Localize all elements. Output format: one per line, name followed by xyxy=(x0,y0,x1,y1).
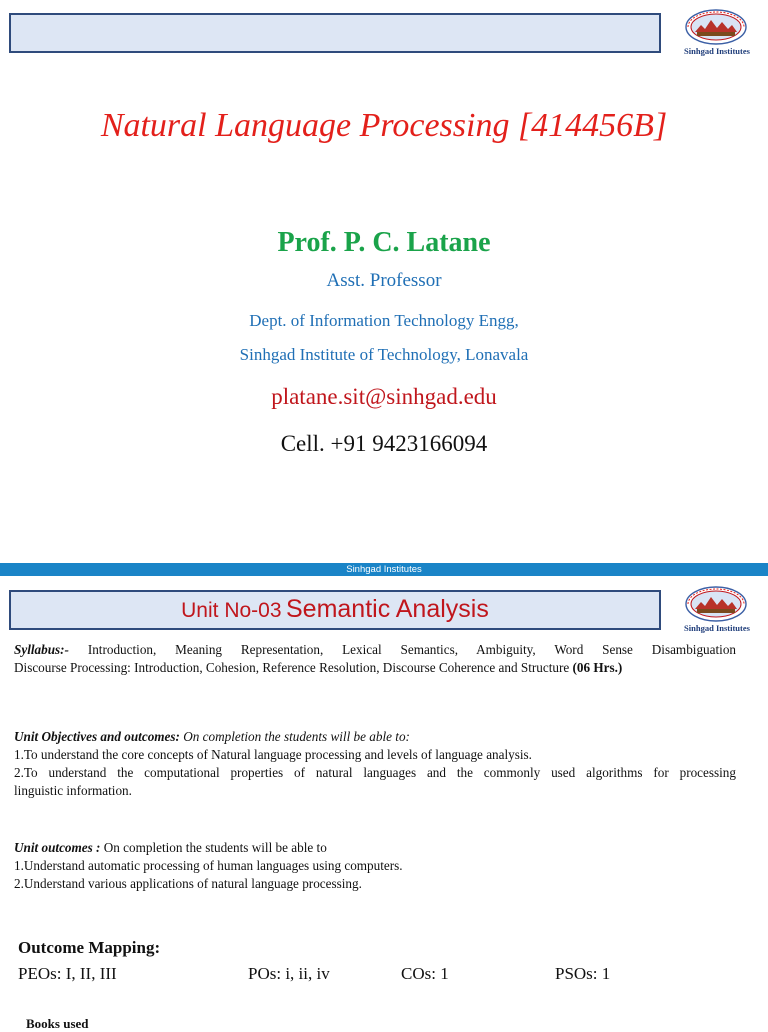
sinhgad-logo-2 xyxy=(682,585,752,637)
syllabus-hours: (06 Hrs.) xyxy=(572,660,623,675)
outcome-1: 1.Understand automatic processing of human languages using computers. xyxy=(14,858,403,873)
cell-number: Cell. +91 9423166094 xyxy=(280,431,488,456)
outcomes-intro: On completion the students will be able to xyxy=(103,840,327,855)
logo-caption: Sinhgad Institutes xyxy=(684,623,750,633)
syllabus-label: Syllabus:- xyxy=(14,642,69,657)
sinhgad-emblem-icon xyxy=(685,8,747,46)
objective-2-line-2: linguistic information. xyxy=(14,783,132,798)
slide1-header-box xyxy=(9,13,661,53)
syllabus-line-1 xyxy=(14,641,736,659)
sinhgad-emblem-icon xyxy=(685,585,747,623)
outcomes-label: Unit outcomes : xyxy=(14,840,101,855)
department-name: Dept. of Information Technology Engg, xyxy=(249,311,519,330)
syllabus-line-2 xyxy=(14,659,736,677)
cos-mapping: COs: 1 xyxy=(401,964,449,983)
objective-2-line-1: 2.To understand the computational properties of natural languages and the commonly used algorithms for processing xyxy=(14,765,736,780)
course-title: Natural Language Processing [414456B] xyxy=(100,107,668,144)
syllabus-topics: Introduction, Meaning Representation, Lexical Semantics, Ambiguity, Word Sense Disambiguation xyxy=(87,642,737,657)
objectives-header xyxy=(14,728,736,746)
logo-caption: Sinhgad Institutes xyxy=(684,46,750,56)
email-address[interactable]: platane.sit@sinhgad.edu xyxy=(271,384,497,409)
syllabus-discourse: Discourse Processing: Introduction, Cohesion, Reference Resolution, Discourse Coherence and Structure xyxy=(14,660,570,675)
objective-1: 1.To understand the core concepts of Natural language processing and levels of language analysis. xyxy=(14,747,532,762)
objectives-label: Unit Objectives and outcomes: xyxy=(14,729,180,744)
pos-mapping: POs: i, ii, iv xyxy=(248,964,330,983)
outcomes-header xyxy=(14,839,736,857)
books-used-heading: Books used xyxy=(26,1016,89,1031)
unit-title xyxy=(9,590,661,630)
outcome-mapping-heading: Outcome Mapping: xyxy=(18,938,161,957)
unit-number: Unit No-03 xyxy=(181,599,282,622)
professor-designation: Asst. Professor xyxy=(326,270,442,291)
objectives-intro: On completion the students will be able to: xyxy=(183,729,410,744)
professor-name: Prof. P. C. Latane xyxy=(277,227,491,258)
psos-mapping: PSOs: 1 xyxy=(555,964,611,983)
footer-band: Sinhgad Institutes xyxy=(0,563,768,576)
outcome-2: 2.Understand various applications of natural language processing. xyxy=(14,876,362,891)
institute-name: Sinhgad Institute of Technology, Lonavala xyxy=(239,345,529,364)
peos-mapping: PEOs: I, II, III xyxy=(18,964,117,983)
unit-name: Semantic Analysis xyxy=(285,595,489,623)
sinhgad-logo xyxy=(682,8,752,60)
